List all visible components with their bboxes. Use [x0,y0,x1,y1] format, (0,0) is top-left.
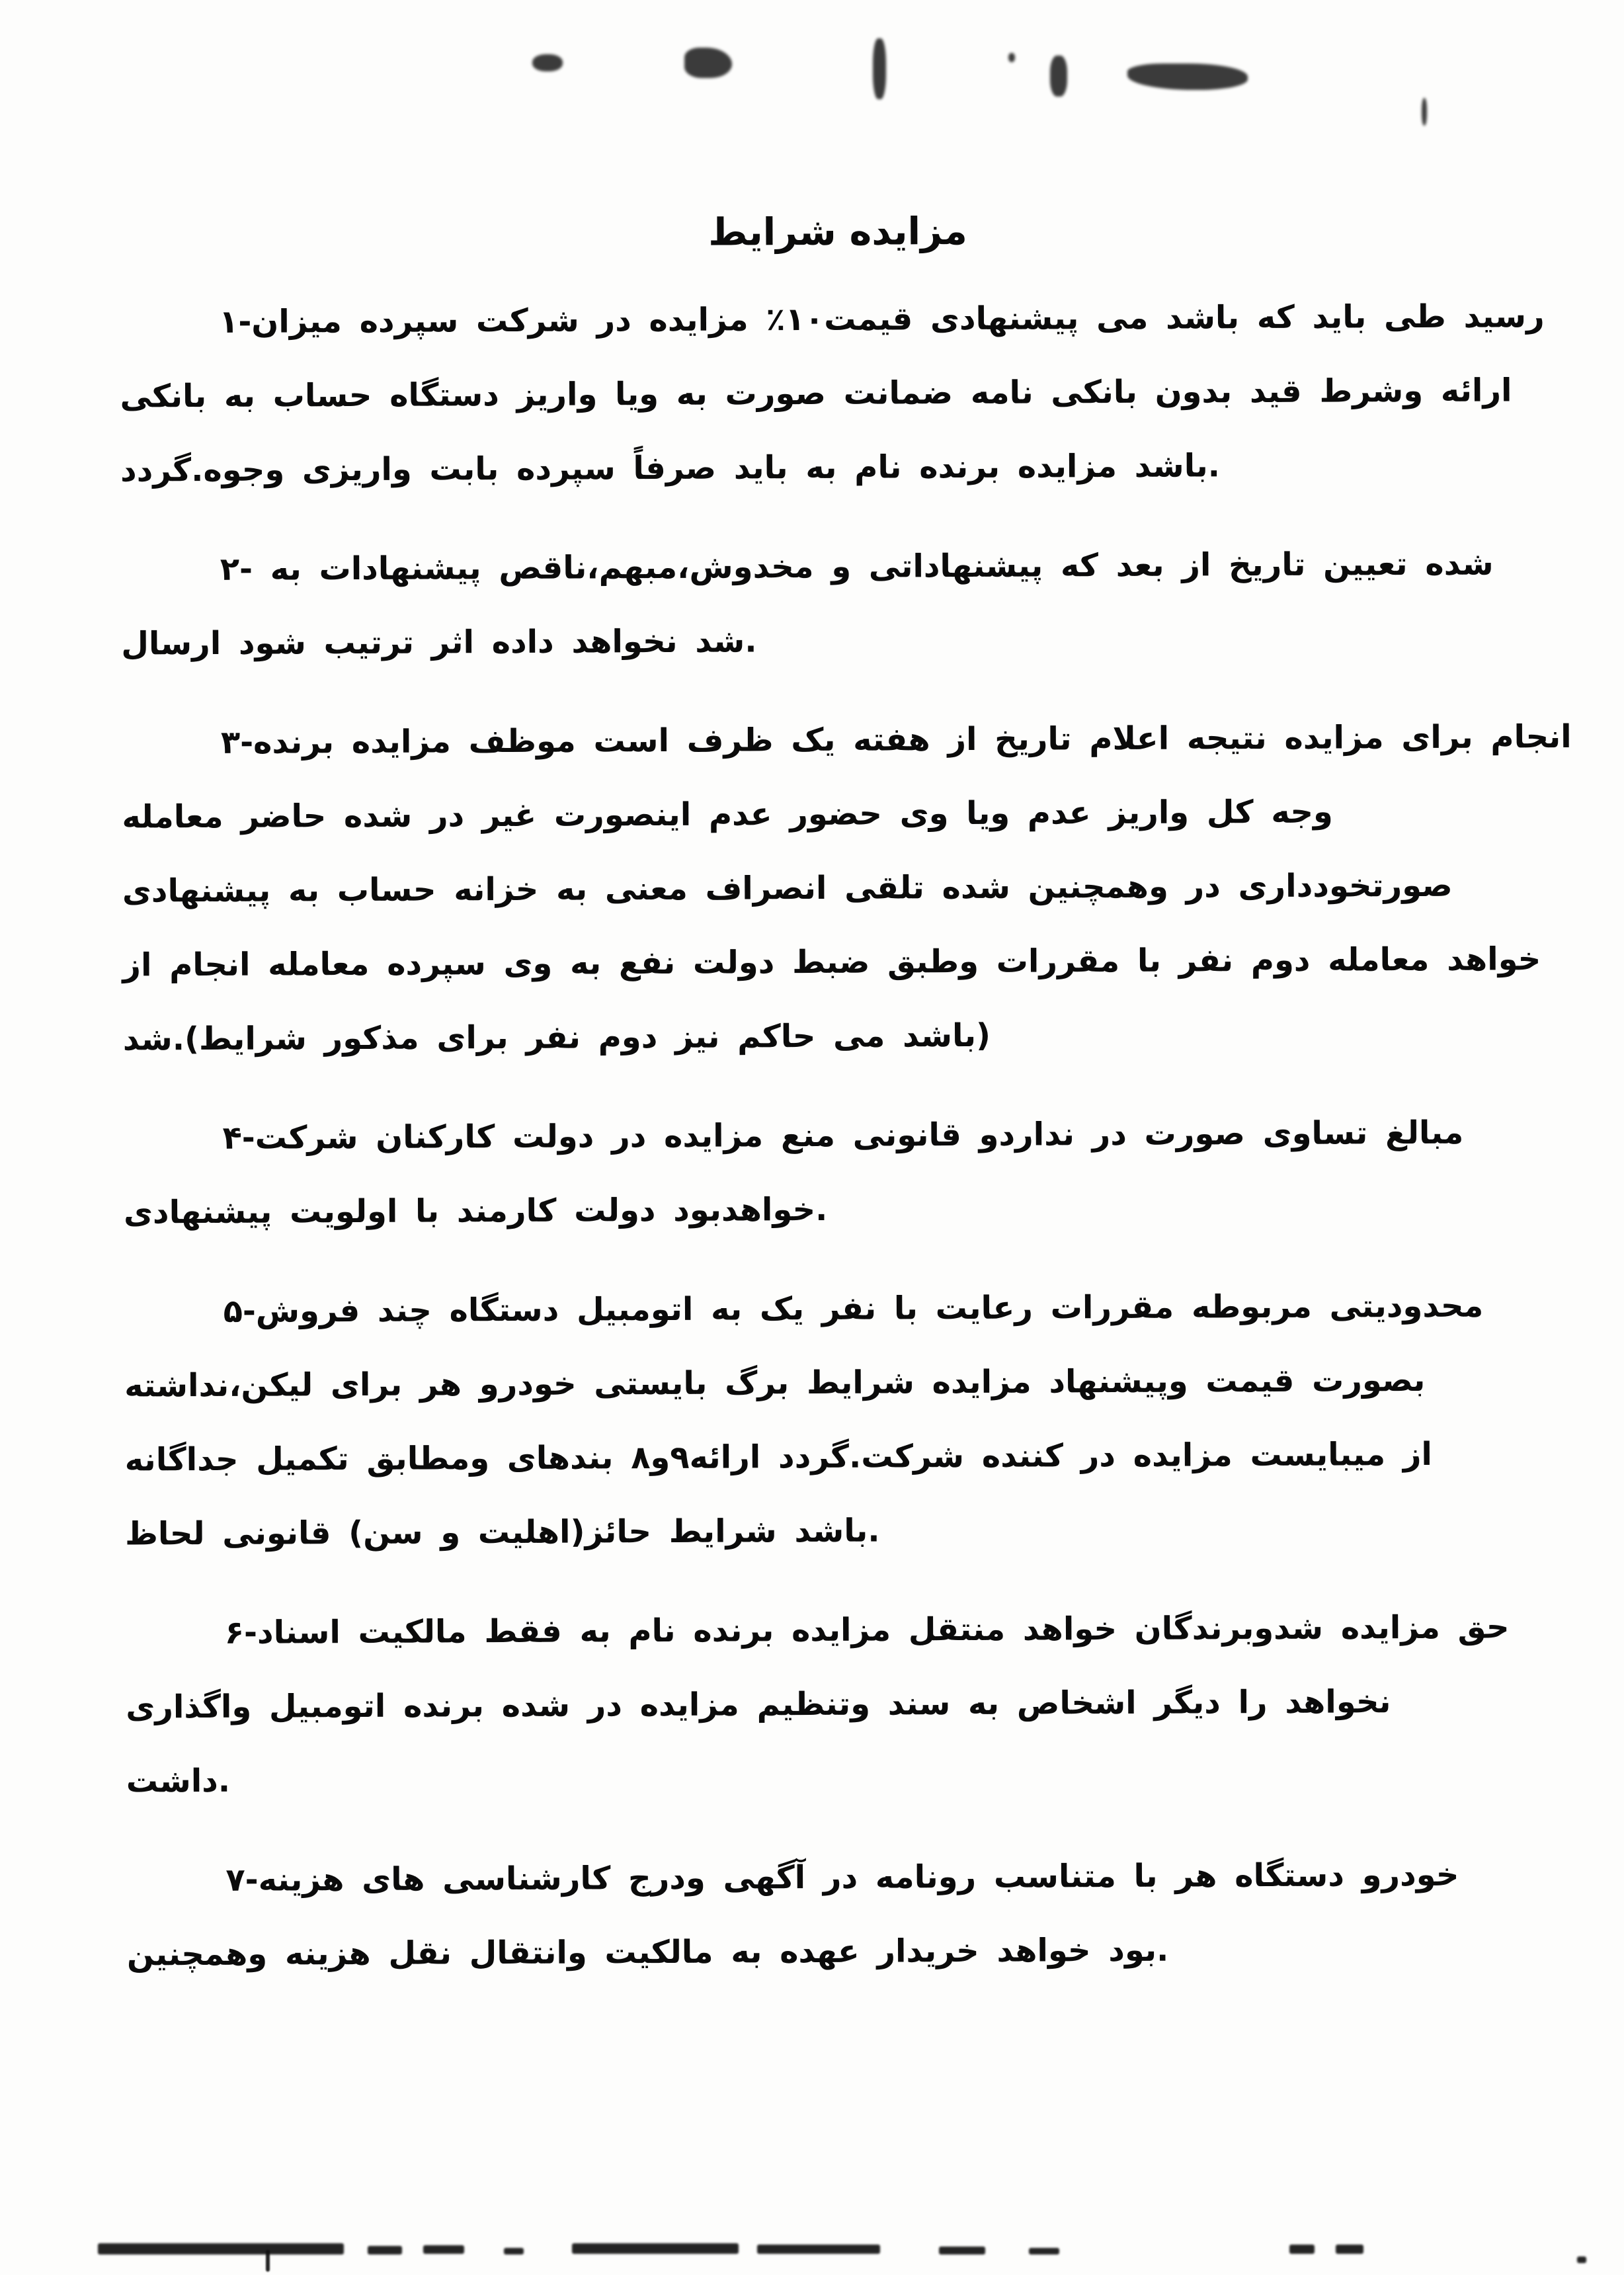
scan-artifact [98,2243,344,2254]
text-line: ⁧پیشنهادی⁩ ⁧اولویت⁩ ⁧با⁩ ⁧کارمند⁩ ⁧دولت⁩ ⁧خواهدبود⁩. [123,1190,828,1231]
scan-artifact [368,2246,402,2254]
text-line: ⁧وهمچنین⁩ ⁧هزینه⁩ ⁧نقل⁩ ⁧وانتقال⁩ ⁧مالکیت⁩ ⁧به⁩ ⁧عهده⁩ ⁧خریدار⁩ ⁧خواهد⁩ ⁧بود⁩. [126,1931,1169,1973]
scan-artifact [1050,56,1067,97]
text-line: ⁧بانکی⁩ ⁧به⁩ ⁧حساب⁩ ⁧دستگاه⁩ ⁧واریز⁩ ⁧ویا⁩ ⁧به⁩ ⁧صورت⁩ ⁧ضمانت⁩ ⁧نامه⁩ ⁧بانکی⁩ ⁧بدون⁩ ⁧قید⁩ ⁧وشرط⁩ ⁧ارائه⁩ [120,372,1512,415]
auction-term-item-7 [126,1837,1516,1991]
text-line: ⁧نداشته⁩،⁧لیکن⁩ ⁧برای⁩ ⁧هر⁩ ⁧خودرو⁩ ⁧بایستی⁩ ⁧برگ⁩ ⁧شرایط⁩ ⁧مزایده⁩ ⁧وپیشنهاد⁩ ⁧قیمت⁩ ⁧بصورت⁩ [124,1361,1426,1405]
scan-artifact [1289,2245,1315,2254]
auction-term-item-2 [121,526,1511,681]
scan-artifact [423,2245,464,2254]
document-title: ⁧شرایط⁩ ⁧مزایده⁩ [708,209,967,255]
text-line: ⁧از⁩ ⁧انجام⁩ ⁧معامله⁩ ⁧سپرده⁩ ⁧وی⁩ ⁧به⁩ ⁧نفع⁩ ⁧دولت⁩ ⁧ضبط⁩ ⁧وطبق⁩ ⁧مقررات⁩ ⁧با⁩ ⁧نفر⁩ ⁧دوم⁩ ⁧معامله⁩ ⁧خواهد⁩ [122,940,1541,984]
scan-artifact [757,2245,880,2254]
scan-artifact [532,54,563,71]
auction-term-item-6 [126,1590,1516,1818]
scan-artifact [1336,2245,1363,2254]
text-line: ۶-⁧اسناد⁩ ⁧مالکیت⁩ ⁧فقط⁩ ⁧به⁩ ⁧نام⁩ ⁧برنده⁩ ⁧مزایده⁩ ⁧منتقل⁩ ⁧خواهد⁩ ⁧شدوبرندگان⁩ ⁧مزایده⁩ ⁧حق⁩ [224,1608,1510,1651]
auction-term-item-5 [124,1268,1514,1571]
auction-term-item-1 [120,279,1545,507]
scan-artifact [939,2247,985,2254]
text-line: ⁧معامله⁩ ⁧حاضر⁩ ⁧شده⁩ ⁧در⁩ ⁧غیر⁩ ⁧اینصورت⁩ ⁧عدم⁩ ⁧حضور⁩ ⁧وی⁩ ⁧ویا⁩ ⁧عدم⁩ ⁧واریز⁩ ⁧کل⁩ ⁧وجه⁩ [122,793,1333,836]
scan-artifact [572,2243,739,2254]
auction-term-item-3 [122,700,1572,1076]
scan-artifact [504,2248,524,2254]
auction-term-item-4 [123,1095,1513,1249]
scan-artifact [1577,2256,1586,2263]
text-line: ⁧داشت⁩. [126,1762,231,1800]
text-line: ⁧گردد⁩.⁧وجوه⁩ ⁧واریزی⁩ ⁧بابت⁩ ⁧سپرده⁩ ⁧صرفاً⁩ ⁧باید⁩ ⁧به⁩ ⁧نام⁩ ⁧برنده⁩ ⁧مزایده⁩ ⁧باشد⁩. [120,447,1221,489]
scan-artifact [266,2250,270,2272]
text-line: ⁧واگذاری⁩ ⁧اتومبیل⁩ ⁧برنده⁩ ⁧شده⁩ ⁧در⁩ ⁧مزایده⁩ ⁧وتنظیم⁩ ⁧سند⁩ ⁧به⁩ ⁧اشخاص⁩ ⁧دیگر⁩ ⁧را⁩ ⁧نخواهد⁩ [126,1683,1391,1726]
text-line: ⁧پیشنهادی⁩ ⁧به⁩ ⁧حساب⁩ ⁧خزانه⁩ ⁧به⁩ ⁧معنی⁩ ⁧انصراف⁩ ⁧تلقی⁩ ⁧شده⁩ ⁧وهمچنین⁩ ⁧در⁩ ⁧صورتخودداری⁩ [122,866,1453,910]
text-line: ۱-⁧میزان⁩ ⁧سپرده⁩ ⁧شرکت⁩ ⁧در⁩ ⁧مزایده⁩ ٪۱۰⁧قیمت⁩ ⁧پیشنهادی⁩ ⁧می⁩ ⁧باشد⁩ ⁧که⁩ ⁧باید⁩ ⁧طی⁩ ⁧رسید⁩ [218,298,1545,341]
scan-artifact [1008,53,1015,62]
text-line: ۵-⁧فروش⁩ ⁧چند⁩ ⁧دستگاه⁩ ⁧اتومبیل⁩ ⁧به⁩ ⁧یک⁩ ⁧نفر⁩ ⁧با⁩ ⁧رعایت⁩ ⁧مقررات⁩ ⁧مربوطه⁩ ⁧محدودیتی⁩ [223,1287,1484,1330]
scan-artifact [1029,2248,1059,2254]
text-line: ۴-⁧شرکت⁩ ⁧کارکنان⁩ ⁧دولت⁩ ⁧در⁩ ⁧مزایده⁩ ⁧منع⁩ ⁧قانونی⁩ ⁧نداردو⁩ ⁧در⁩ ⁧صورت⁩ ⁧تساوی⁩ ⁧مبالغ⁩ [222,1114,1464,1157]
text-line: ۳-⁧برنده⁩ ⁧مزایده⁩ ⁧موظف⁩ ⁧است⁩ ⁧ظرف⁩ ⁧یک⁩ ⁧هفته⁩ ⁧از⁩ ⁧تاریخ⁩ ⁧اعلام⁩ ⁧نتیجه⁩ ⁧مزایده⁩ ⁧برای⁩ ⁧انجام⁩ [220,718,1572,761]
text-line: ⁧ارسال⁩ ⁧شود⁩ ⁧ترتیب⁩ ⁧اثر⁩ ⁧داده⁩ ⁧نخواهد⁩ ⁧شد⁩. [121,622,757,663]
scan-artifact [1422,98,1427,126]
text-line: ⁧شد⁩.(⁧شرایط⁩ ⁧مذکور⁩ ⁧برای⁩ ⁧نفر⁩ ⁧دوم⁩ ⁧نیز⁩ ⁧حاکم⁩ ⁧می⁩ ⁧باشد⁩) [122,1016,991,1058]
text-line: ۷-⁧هزینه⁩ ⁧های⁩ ⁧کارشناسی⁩ ⁧ودرج⁩ ⁧آگهی⁩ ⁧در⁩ ⁧رونامه⁩ ⁧متناسب⁩ ⁧با⁩ ⁧هر⁩ ⁧دستگاه⁩ ⁧خودرو⁩ [225,1856,1459,1899]
scan-artifact [873,38,886,99]
text-line: ⁧لحاظ⁩ ⁧قانونی⁩ (⁧سن⁩ ⁧و⁩ ⁧اهلیت⁩)⁧حائز⁩ ⁧شرایط⁩ ⁧باشد⁩. [124,1512,880,1553]
text-line: ۲- ⁧به⁩ ⁧پیشنهادات⁩ ⁧ناقص⁩،⁧مبهم⁩،⁧مخدوش⁩ ⁧و⁩ ⁧پیشنهاداتی⁩ ⁧که⁩ ⁧بعد⁩ ⁧از⁩ ⁧تاریخ⁩ ⁧تعیین⁩ ⁧شده⁩ [220,545,1494,588]
text-line: ⁧جداگانه⁩ ⁧تکمیل⁩ ⁧ومطابق⁩ ⁧بندهای⁩ ۸⁧و⁩۹⁧ارائه⁩ ⁧گردد⁩.⁧شرکت⁩ ⁧کننده⁩ ⁧در⁩ ⁧مزایده⁩ ⁧میبایست⁩ ⁧از⁩ [124,1435,1433,1479]
scan-artifact [684,48,732,78]
